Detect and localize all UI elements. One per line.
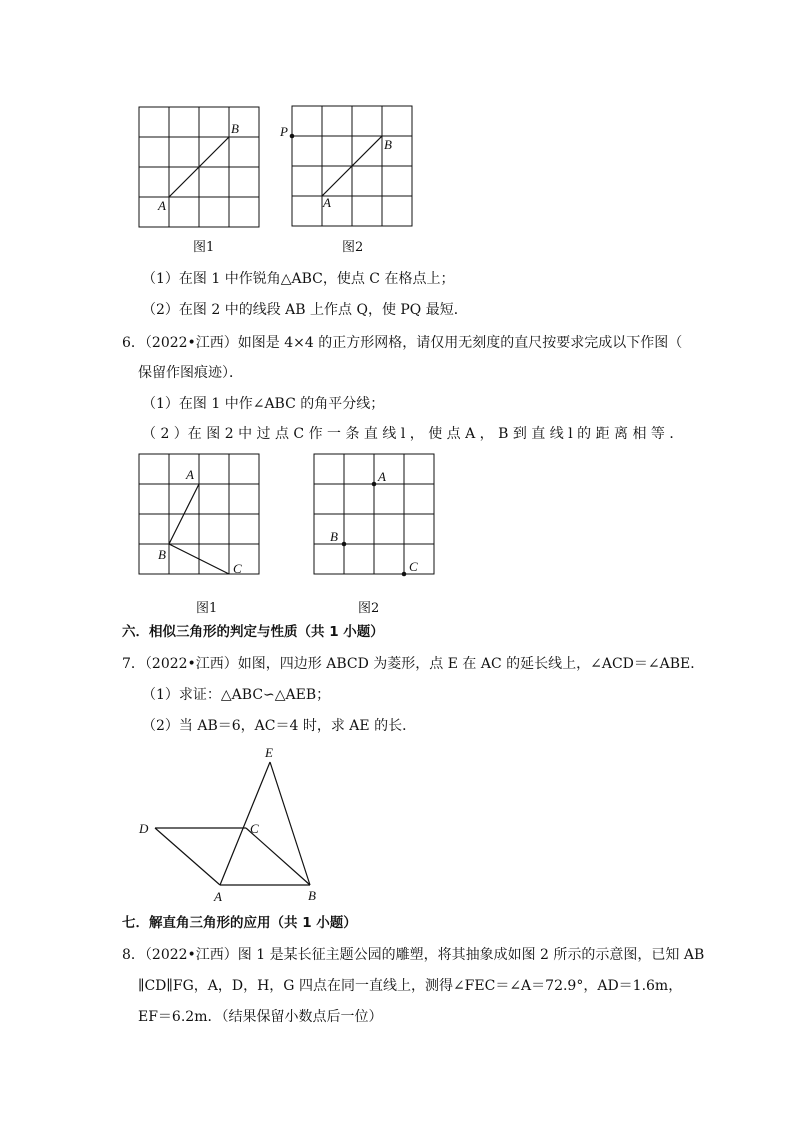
segment-ae <box>220 762 270 885</box>
label-a: A <box>378 469 386 484</box>
figure-1-top-grid <box>125 100 275 235</box>
point-b <box>342 542 347 547</box>
label-d: D <box>139 821 149 836</box>
q6-figure-2-caption: 图2 <box>358 601 380 616</box>
q8-stem-line-1: 8．（2022•江西）图 1 是某长征主题公园的雕塑，将其抽象成如图 2 所示的示意图，已知 AB <box>122 947 705 963</box>
q6-part-1: （1）在图 1 中作∠ABC 的角平分线； <box>142 396 385 412</box>
label-p: P <box>280 124 288 139</box>
label-c: C <box>233 561 242 576</box>
q7-stem: 7．（2022•江西）如图，四边形 ABCD 为菱形，点 E 在 AC 的延长线上，∠ACD＝∠ABE． <box>122 656 705 672</box>
label-b: B <box>308 888 316 903</box>
label-e: E <box>265 745 273 760</box>
point-p <box>290 134 295 139</box>
q6-part-2: （ 2 ）在 图 2 中 过 点 C 作 一 条 直 线 l ， 使 点 A ， B 到 直 线 l 的 距 离 相 等 ． <box>142 426 684 442</box>
q6-stem-line-1: 6．（2022•江西）如图是 4×4 的正方形网格，请仅用无刻度的直尺按要求完成以下作图（ <box>122 335 683 351</box>
q5-part-2: （2）在图 2 中的线段 AB 上作点 Q，使 PQ 最短． <box>142 302 468 318</box>
section-heading-similar-triangles: 六．相似三角形的判定与性质（共 1 小题） <box>122 624 384 640</box>
label-b: B <box>158 547 166 562</box>
label-a: A <box>323 195 331 210</box>
figure-2-caption: 图2 <box>342 240 364 255</box>
q6-figure-1-grid <box>125 445 275 585</box>
label-b: B <box>330 529 338 544</box>
q6-figure-1-caption: 图1 <box>196 601 218 616</box>
label-c: C <box>409 559 418 574</box>
q7-part-2: （2）当 AB＝6，AC＝4 时，求 AE 的长． <box>142 718 417 734</box>
q6-stem-line-2: 保留作图痕迹）． <box>138 365 243 381</box>
q6-figure-2-grid <box>300 445 450 585</box>
q7-rhombus-figure <box>130 740 340 910</box>
label-a: A <box>158 198 166 213</box>
point-c <box>402 572 407 577</box>
q8-stem-line-2: ∥CD∥FG，A，D，H，G 四点在同一直线上，测得∠FEC＝∠A＝72.9°，AD＝1.6m， <box>138 978 683 994</box>
q7-part-1: （1）求证：△ABC∽△AEB； <box>142 687 331 703</box>
point-a <box>372 482 377 487</box>
label-b: B <box>384 137 392 152</box>
segment-da <box>155 828 220 885</box>
q8-stem-line-3: EF＝6.2m．（结果保留小数点后一位） <box>138 1009 383 1025</box>
label-a: A <box>214 889 222 904</box>
q5-part-1: （1）在图 1 中作锐角△ABC，使点 C 在格点上； <box>142 271 455 287</box>
section-heading-right-triangle-application: 七．解直角三角形的应用（共 1 小题） <box>122 915 357 931</box>
label-b: B <box>231 121 239 136</box>
figure-2-top-grid <box>275 100 425 235</box>
label-c: C <box>250 821 259 836</box>
label-a: A <box>186 467 194 482</box>
figure-1-caption: 图1 <box>193 240 215 255</box>
